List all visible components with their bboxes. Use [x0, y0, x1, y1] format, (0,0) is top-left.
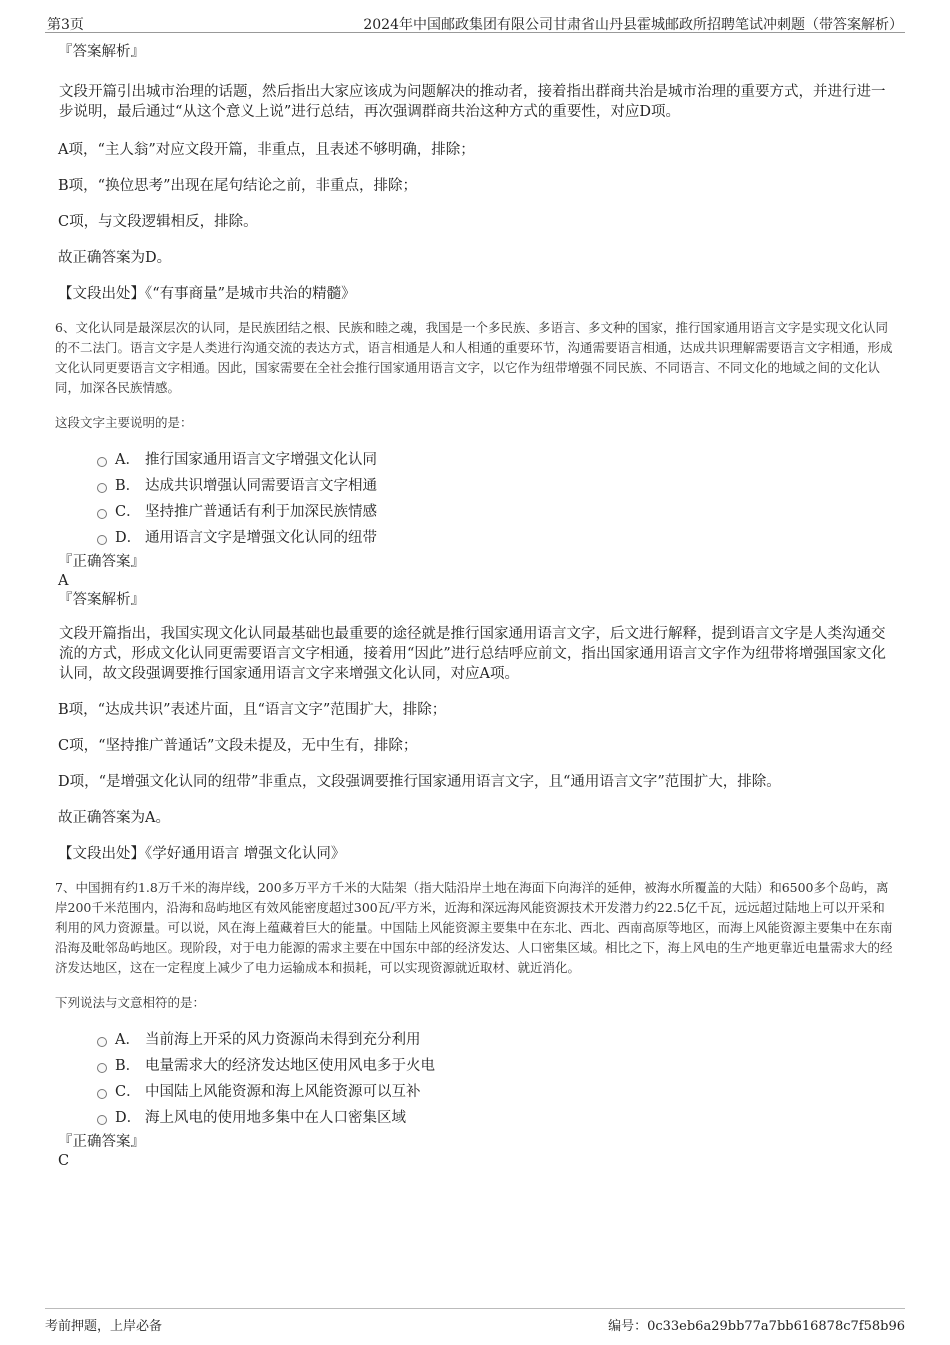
analysis-option-c: C项，与文段逻辑相反，排除。 [58, 214, 258, 230]
question-7-options [55, 1027, 895, 1131]
analysis-option-b: B项，“达成共识”表述片面，且“语言文字”范围扩大，排除； [58, 702, 447, 718]
radio-icon[interactable] [97, 1115, 107, 1125]
question-7-stem: 7、中国拥有约1.8万千米的海岸线，200多万平方千米的大陆架（指大陆沿岸土地在海面下向海洋的延伸，被海水所覆盖的大陆）和6500多个岛屿，离岸200千米范围内，沿海和岛屿地区有效风能密度超过300瓦/平方米，近海和深远海风能资源技术开发潜力约22.5亿千瓦，远远超过陆地上可以开采和利用的风力资源量。可以说，风在海上蕴藏着巨大的能量。中国陆上风能资源主要集中在东北、西北、西南高原等地区，而海上风能资源主要集中在东南沿海及毗邻岛屿地区。现阶段，对于电力能源的需求主要在中国东中部的经济发达、人口密集区域。相比之下，海上风电的生产地更靠近电量需求大的经济发达地区，这在一定程度上减少了电力运输成本和损耗，可以实现资源就近取材、就近消化。 [55, 880, 893, 975]
question-7-option-b[interactable]: B． 电量需求大的经济发达地区使用风电多于火电 [55, 1053, 895, 1079]
question-6-prompt: 这段文字主要说明的是： [55, 415, 193, 430]
page-header [45, 10, 905, 33]
analysis-text: 文段开篇引出城市治理的话题，然后指出大家应该成为问题解决的推动者，接着指出群商共治是城市治理的重要方式，并进行进一步说明，最后通过“从这个意义上说”进行总结，再次强调群商共治这种方式的重要性，对应D项。 [59, 84, 886, 120]
analysis-label: 『答案解析』 [58, 592, 145, 608]
question-6-option-c[interactable]: C． 坚持推广普通话有利于加深民族情感 [55, 499, 895, 525]
radio-icon[interactable] [97, 483, 107, 493]
passage-source: 【文段出处】《学好通用语言 增强文化认同》 [58, 846, 346, 862]
question-7-option-d[interactable]: D． 海上风电的使用地多集中在人口密集区域 [55, 1105, 895, 1131]
page-footer [45, 1308, 905, 1337]
question-6-option-b[interactable]: B． 达成共识增强认同需要语言文字相通 [55, 473, 895, 499]
question-6-options [55, 447, 895, 551]
document-code: 编号：0c33eb6a29bb77a7bb616878c7f58b96 [608, 1319, 905, 1334]
radio-icon[interactable] [97, 1063, 107, 1073]
document-title: 2024年中国邮政集团有限公司甘肃省山丹县霍城邮政所招聘笔试冲刺题（带答案解析） [363, 17, 903, 33]
analysis-conclusion: 故正确答案为D。 [58, 250, 172, 266]
question-7-option-c[interactable]: C． 中国陆上风能资源和海上风能资源可以互补 [55, 1079, 895, 1105]
page-number: 第3页 [47, 17, 84, 33]
correct-answer-label: 『正确答案』 [58, 554, 145, 570]
correct-answer-label: 『正确答案』 [58, 1134, 145, 1150]
radio-icon[interactable] [97, 1089, 107, 1099]
correct-answer: C [58, 1153, 70, 1169]
radio-icon[interactable] [97, 1037, 107, 1047]
document-body [55, 40, 895, 1171]
analysis-label: 『答案解析』 [58, 44, 145, 60]
passage-source: 【文段出处】《“有事商量”是城市共治的精髓》 [58, 286, 356, 302]
question-7-option-a[interactable]: A． 当前海上开采的风力资源尚未得到充分利用 [55, 1027, 895, 1053]
radio-icon[interactable] [97, 535, 107, 545]
footer-slogan: 考前押题，上岸必备 [45, 1319, 163, 1334]
analysis-option-a: A项，“主人翁”对应文段开篇，非重点，且表述不够明确，排除； [58, 142, 475, 158]
question-6-option-d[interactable]: D． 通用语言文字是增强文化认同的纽带 [55, 525, 895, 551]
radio-icon[interactable] [97, 457, 107, 467]
question-6-stem: 6、文化认同是最深层次的认同，是民族团结之根、民族和睦之魂，我国是一个多民族、多语言、多文种的国家，推行国家通用语言文字是实现文化认同的不二法门。语言文字是人类进行沟通交流的表达方式，语言相通是人和人相通的重要环节，沟通需要语言相通，达成共识理解需要语言文字相通，形成文化认同更要语言文字相通。因此，国家需要在全社会推行国家通用语言文字，以它作为纽带增强不同民族、不同语言、不同文化的地域之间的文化认同，加深各民族情感。 [55, 320, 893, 395]
question-6-option-a[interactable]: A． 推行国家通用语言文字增强文化认同 [55, 447, 895, 473]
analysis-text: 文段开篇指出，我国实现文化认同最基础也最重要的途径就是推行国家通用语言文字，后文进行解释，提到语言文字是人类沟通交流的方式，形成文化认同更需要语言文字相通，接着用“因此”进行总结呼应前文，指出国家通用语言文字作为纽带将增强国家文化认同，故文段强调要推行国家通用语言文字来增强文化认同，对应A项。 [59, 626, 886, 682]
analysis-option-d: D项，“是增强文化认同的纽带”非重点，文段强调要推行国家通用语言文字，且“通用语言文字”范围扩大，排除。 [58, 774, 781, 790]
analysis-option-c: C项，“坚持推广普通话”文段未提及，无中生有，排除； [58, 738, 418, 754]
correct-answer: A [58, 573, 69, 589]
question-7-prompt: 下列说法与文意相符的是： [55, 995, 206, 1010]
analysis-option-b: B项，“换位思考”出现在尾句结论之前，非重点，排除； [58, 178, 417, 194]
radio-icon[interactable] [97, 509, 107, 519]
analysis-conclusion: 故正确答案为A。 [58, 810, 170, 826]
